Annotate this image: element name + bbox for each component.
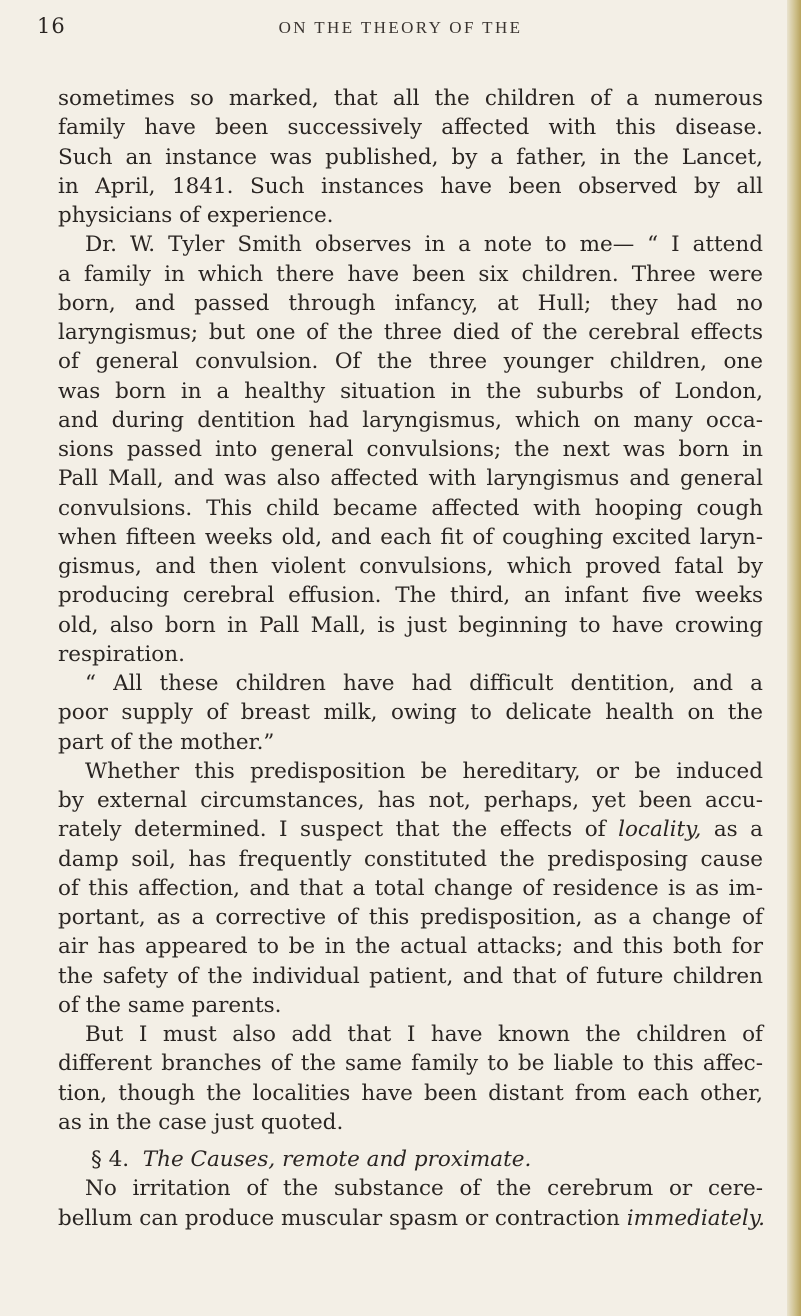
page-header [0, 14, 801, 44]
text-line: physicians of experience. [58, 203, 334, 228]
text-span: bellum can produce muscular spasm or contraction [58, 1205, 620, 1231]
emphasis-text: locality, [618, 817, 702, 843]
paragraph [58, 757, 763, 1020]
text-line: No irritation of the substance of the cerebrum or cere- [85, 1176, 763, 1202]
body-text [58, 84, 763, 1233]
text-line: was born in a healthy situation in the suburbs of London, [58, 378, 763, 404]
text-span: as a [713, 817, 763, 843]
text-line: of this affection, and that a total change of residence is as im- [58, 875, 763, 901]
text-line: and during dentition had laryngismus, which on many occa- [58, 407, 763, 433]
text-line: different branches of the same family to be liable to this affec- [58, 1051, 763, 1077]
paragraph [58, 669, 763, 757]
text-line: poor supply of breast milk, owing to delicate health on the [58, 700, 763, 726]
emphasis-text: immediately. [626, 1205, 765, 1231]
text-line: part of the mother.” [58, 729, 275, 755]
text-line: Whether this predisposition be hereditary, or be induced [85, 758, 763, 784]
text-line: born, and passed through infancy, at Hull; they had no [58, 290, 763, 316]
text-line: But I must also add that I have known the children of [85, 1022, 763, 1047]
text-line: family have been successively affected with this disease. [58, 115, 763, 141]
page-number: 16 [37, 14, 66, 38]
text-line: of general convulsion. Of the three younger children, one [58, 349, 763, 375]
running-title: ON THE THEORY OF THE [278, 18, 523, 37]
paragraph [58, 84, 763, 230]
text-line: in April, 1841. Such instances have been observed by all [58, 173, 763, 199]
text-line: “ All these children have had difficult dentition, and a [85, 671, 763, 696]
text-line: respiration. [58, 641, 185, 667]
text-line: a family in which there have been six children. Three were [58, 261, 763, 287]
paragraph [58, 1020, 763, 1137]
text-line: laryngismus; but one of the three died of the cerebral effects [58, 320, 763, 345]
section-heading [58, 1145, 763, 1174]
text-line: convulsions. This child became affected with hooping cough [58, 495, 763, 521]
text-line: air has appeared to be in the actual attacks; and this both for [58, 934, 763, 960]
text-line: sometimes so marked, that all the children of a numerous [58, 86, 763, 111]
text-line: gismus, and then violent convulsions, which proved fatal by [58, 554, 763, 579]
text-line: tion, though the localities have been distant from each other, [58, 1080, 763, 1106]
text-line: Pall Mall, and was also affected with laryngismus and general [58, 466, 763, 492]
text-line: portant, as a corrective of this predisposition, as a change of [58, 905, 763, 930]
paragraph [58, 230, 763, 669]
text-line: producing cerebral effusion. The third, an infant five weeks [58, 583, 763, 609]
text-line: as in the case just quoted. [58, 1109, 344, 1135]
text-line [58, 815, 763, 844]
text-line [58, 1204, 763, 1233]
text-line: Such an instance was published, by a father, in the Lancet, [58, 144, 763, 170]
text-line: Dr. W. Tyler Smith observes in a note to me— “ I attend [85, 232, 763, 258]
text-line: sions passed into general convulsions; the next was born in [58, 437, 763, 462]
text-span: rately determined. I suspect that the effects of [58, 817, 606, 843]
text-line: when fifteen weeks old, and each fit of coughing excited laryn- [58, 524, 763, 550]
page-edge [787, 0, 801, 1316]
section-title: The Causes, remote and proximate. [142, 1147, 532, 1172]
text-line: of the same parents. [58, 992, 282, 1018]
text-line: the safety of the individual patient, and that of future children [58, 963, 763, 989]
text-line: damp soil, has frequently constituted the predisposing cause [58, 846, 763, 872]
paragraph [58, 1174, 763, 1233]
text-line: old, also born in Pall Mall, is just beginning to have crowing [58, 612, 763, 638]
section-marker: § 4. [91, 1147, 130, 1172]
text-line: by external circumstances, has not, perhaps, yet been accu- [58, 788, 763, 813]
